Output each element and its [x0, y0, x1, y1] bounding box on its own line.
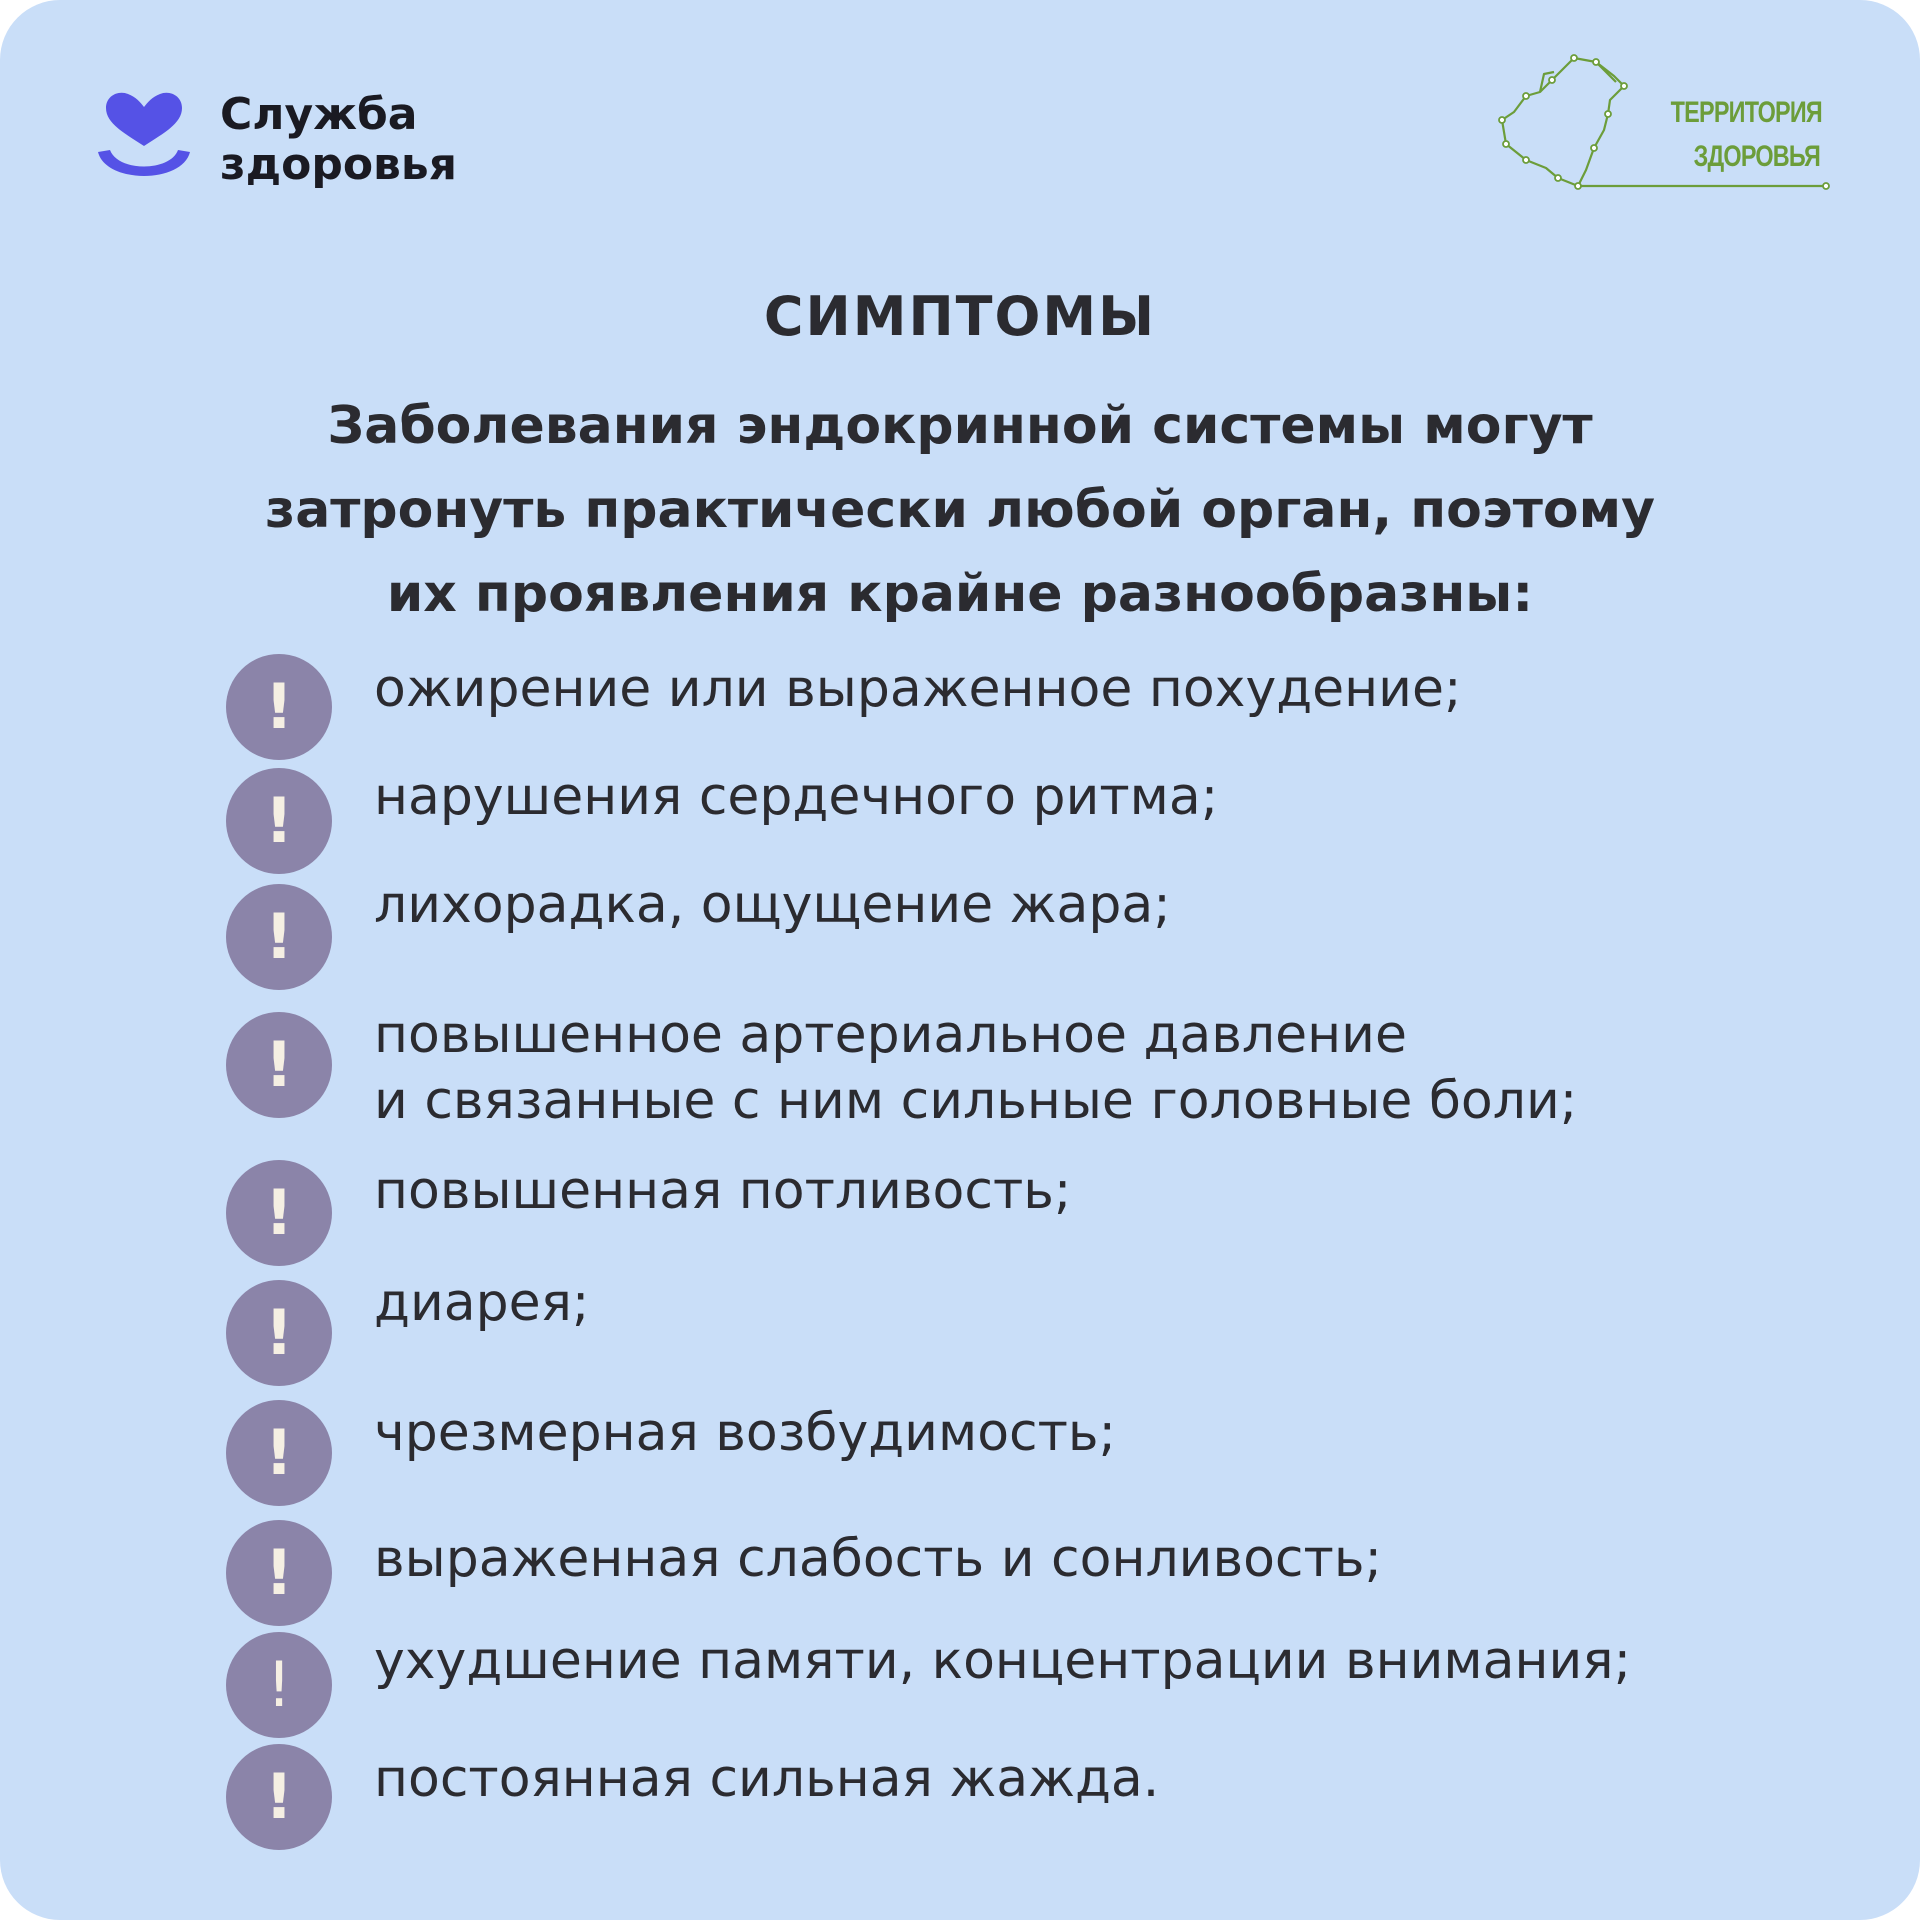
symptom-text — [374, 1628, 1631, 1694]
brand-name-line1: Служба — [220, 89, 418, 140]
exclamation-icon: ! — [226, 884, 332, 990]
symptom-line: ожирение или выраженное похудение; — [374, 659, 1462, 719]
exclamation-icon: ! — [226, 1280, 332, 1386]
symptom-line: выраженная слабость и сонливость; — [374, 1529, 1382, 1589]
exclamation-icon: ! — [226, 1400, 332, 1506]
intro-line: затронуть практически любой орган, поэтому — [264, 480, 1655, 540]
exclamation-icon: ! — [226, 654, 332, 760]
symptom-line: повышенная потливость; — [374, 1161, 1072, 1221]
heart-smile-icon — [92, 88, 196, 192]
exclamation-icon: ! — [226, 1012, 332, 1118]
symptom-text — [374, 1526, 1382, 1592]
brand-name-right-line1: ТЕРРИТОРИЯ — [1670, 96, 1822, 129]
symptom-line: нарушения сердечного ритма; — [374, 767, 1219, 827]
exclamation-icon: ! — [226, 1744, 332, 1850]
symptom-line: постоянная сильная жажда. — [374, 1749, 1160, 1809]
symptom-line: ухудшение памяти, концентрации внимания; — [374, 1631, 1632, 1691]
brand-logo-right — [1496, 52, 1832, 192]
brand-name-left — [220, 90, 457, 190]
symptom-text — [374, 1746, 1159, 1812]
intro-line: их проявления крайне разнообразны: — [386, 564, 1534, 624]
intro-line: Заболевания эндокринной системы могут — [327, 396, 1593, 456]
symptom-line: и связанные с ним сильные головные боли; — [374, 1071, 1578, 1131]
symptom-text — [374, 1400, 1116, 1466]
symptom-text — [374, 656, 1461, 722]
symptom-line: чрезмерная возбудимость; — [374, 1403, 1117, 1463]
intro-paragraph — [150, 384, 1770, 636]
exclamation-icon: ! — [226, 1632, 332, 1738]
brand-name-right-line2: ЗДОРОВЬЯ — [1693, 140, 1820, 173]
brand-name-line2: здоровья — [220, 139, 457, 190]
symptom-text — [374, 872, 1171, 938]
symptom-text — [374, 1002, 1577, 1134]
page-title: СИМПТОМЫ — [763, 285, 1157, 348]
symptom-line: лихорадка, ощущение жара; — [374, 875, 1171, 935]
symptom-text — [374, 1270, 589, 1336]
brand-logo-left — [92, 88, 512, 198]
exclamation-icon: ! — [226, 768, 332, 874]
symptom-line: повышенное артериальное давление — [374, 1005, 1407, 1065]
symptom-text — [374, 764, 1218, 830]
exclamation-icon: ! — [226, 1520, 332, 1626]
exclamation-icon: ! — [226, 1160, 332, 1266]
symptom-line: диарея; — [374, 1273, 590, 1333]
symptom-text — [374, 1158, 1071, 1224]
